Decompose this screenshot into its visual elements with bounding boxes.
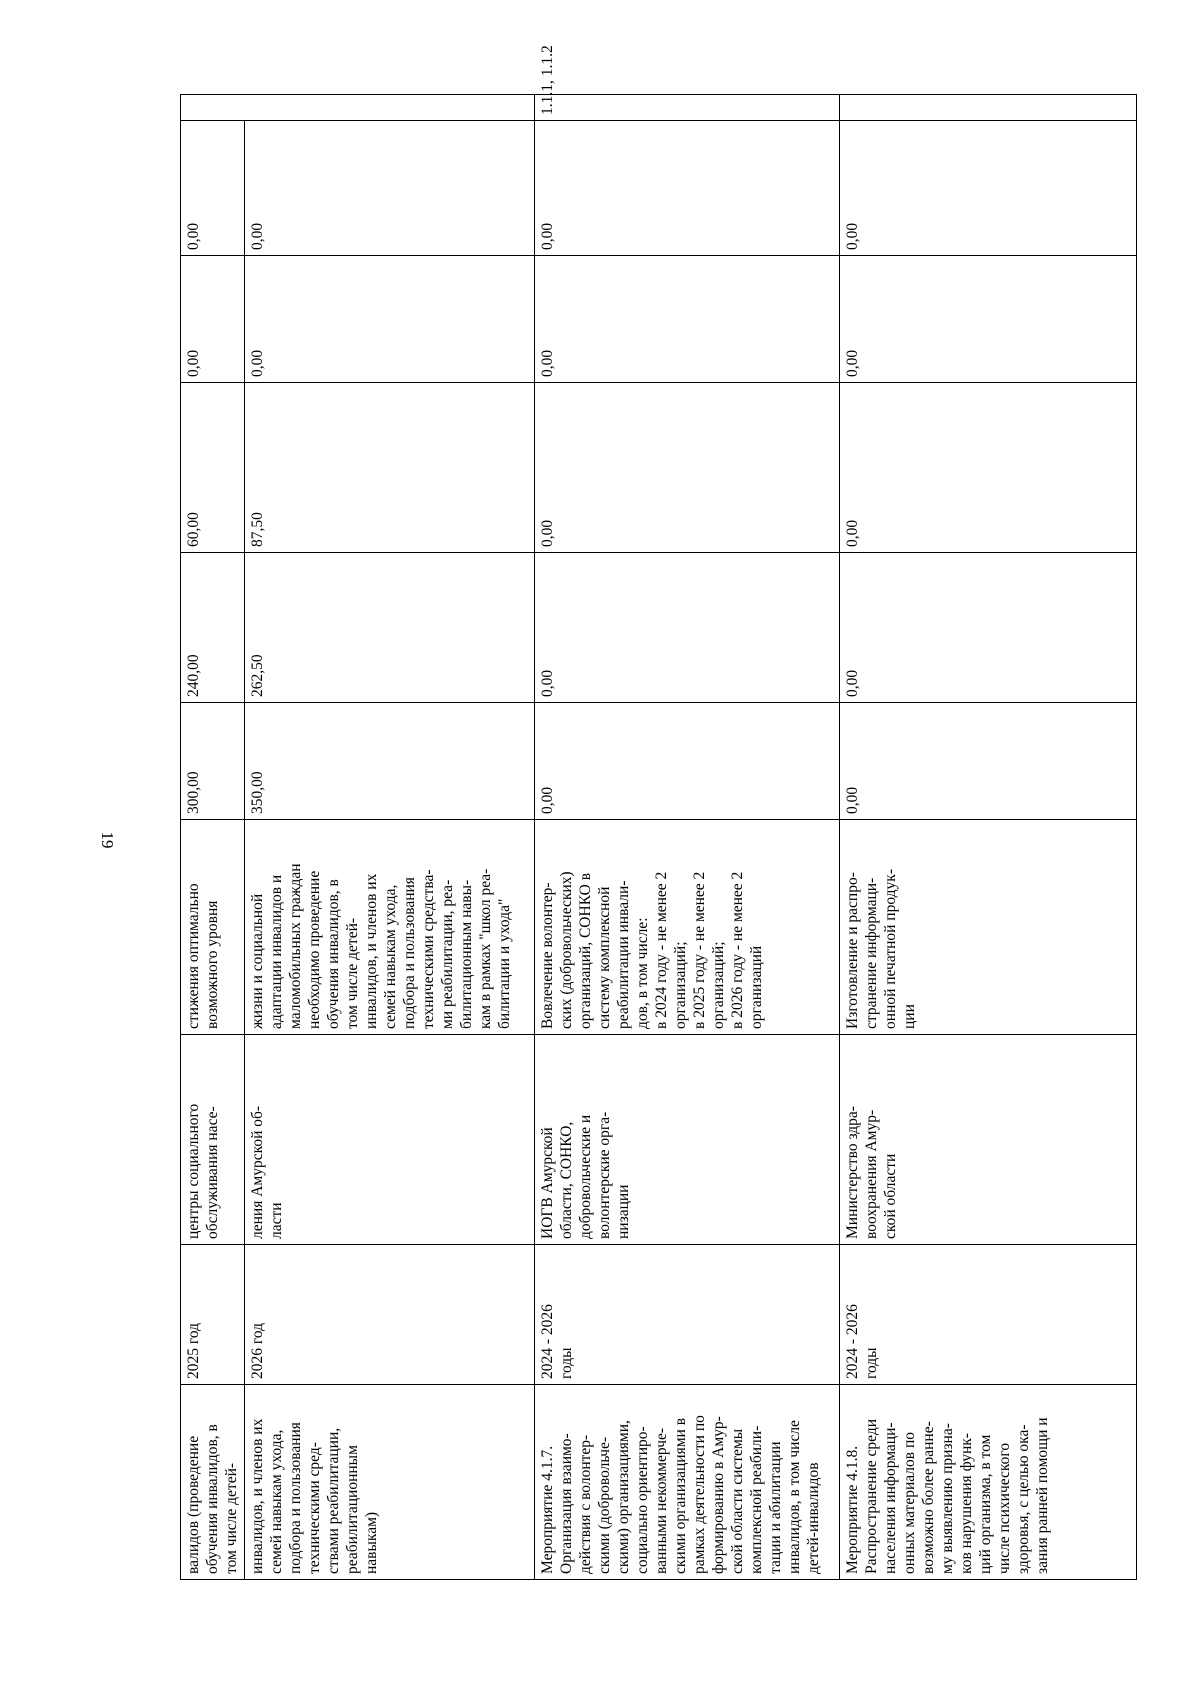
value-cell: 0,00 xyxy=(245,121,535,256)
value-cell: 0,00 xyxy=(181,121,245,256)
executor-cell: центры социального обслуживания насе- xyxy=(181,1035,245,1245)
measure-cell: Мероприятие 4.1.7. Организация взаимо- действия с волонтер- скими (добровольче- скими) организациями, социально ориентиро- ванными некоммерче- скими организациями в рамках деятельности по формированию в Амур- ской области системы комплексной реабили- тации и абилитации инвалидов, в том числе детей-инвалидов xyxy=(535,1385,840,1580)
link-cell: 1.1.1, 1.1.2 xyxy=(535,95,840,121)
value-cell: 0,00 xyxy=(535,553,840,703)
value-cell: 0,00 xyxy=(840,256,1137,383)
table-row xyxy=(535,95,840,1580)
executor-cell: ИОГВ Амурской области, СОНКО, добровольческие и волонтерские орга- низации xyxy=(535,1035,840,1245)
measure-cell: инвалидов, и членов их семей навыкам ухода, подбора и пользования техническими сред- ствами реабилитации, реабилитационным навыкам) xyxy=(245,1385,535,1580)
value-cell: 0,00 xyxy=(535,121,840,256)
period-cell: 2024 - 2026 годы xyxy=(840,1245,1137,1385)
value-cell: 0,00 xyxy=(535,256,840,383)
page-number: 19 xyxy=(98,831,117,849)
table-row xyxy=(840,95,1137,1580)
value-cell: 0,00 xyxy=(840,553,1137,703)
rotated-table-container xyxy=(180,45,1110,1580)
value-cell: 350,00 xyxy=(245,703,535,820)
value-cell: 0,00 xyxy=(840,703,1137,820)
result-cell: Вовлечение волонтер- ских (добровольческих) организаций, СОНКО в систему комплексной реабилитации инвали- дов, в том числе: в 2024 году - не менее 2 организаций; в 2025 году - не менее 2 организаций; в 2026 году - не менее 2 организаций xyxy=(535,820,840,1035)
measures-table xyxy=(180,45,1137,1580)
result-cell: жизни и социальной адаптации инвалидов и маломобильных граждан необходимо проведение обучения инвалидов, в том числе детей- инвалидов, и членов их семей навыкам ухода, подбора и пользования техническими средства- ми реабилитации, реа- билитационным навы- кам в рамках "школ реа- билитации и ухода" xyxy=(245,820,535,1035)
value-cell: 0,00 xyxy=(840,383,1137,553)
value-cell: 240,00 xyxy=(181,553,245,703)
table-row xyxy=(181,95,245,1580)
period-cell: 2025 год xyxy=(181,1245,245,1385)
period-cell: 2024 - 2026 годы xyxy=(535,1245,840,1385)
value-cell: 60,00 xyxy=(181,383,245,553)
value-cell: 0,00 xyxy=(181,256,245,383)
value-cell: 300,00 xyxy=(181,703,245,820)
result-cell: стижения оптимально возможного уровня xyxy=(181,820,245,1035)
measure-cell: валидов (проведение обучения инвалидов, в том числе детей- xyxy=(181,1385,245,1580)
value-cell: 262,50 xyxy=(245,553,535,703)
link-cell xyxy=(840,95,1137,121)
executor-cell: ления Амурской об- ласти xyxy=(245,1035,535,1245)
result-cell: Изготовление и распро- странение информаци- онной печатной продук- ции xyxy=(840,820,1137,1035)
executor-cell: Министерство здра- воохранения Амур- ской области xyxy=(840,1035,1137,1245)
value-cell: 87,50 xyxy=(245,383,535,553)
table-row xyxy=(245,95,535,1580)
value-cell: 0,00 xyxy=(840,121,1137,256)
value-cell: 0,00 xyxy=(535,383,840,553)
measure-cell: Мероприятие 4.1.8. Распространение среди населения информаци- онных материалов по возможно более ранне- му выявлению призна- ков нарушения функ- ций организма, в том числе психического здоровья, с целью ока- зания ранней помощи и xyxy=(840,1385,1137,1580)
period-cell: 2026 год xyxy=(245,1245,535,1385)
link-cell xyxy=(181,95,535,121)
value-cell: 0,00 xyxy=(535,703,840,820)
value-cell: 0,00 xyxy=(245,256,535,383)
